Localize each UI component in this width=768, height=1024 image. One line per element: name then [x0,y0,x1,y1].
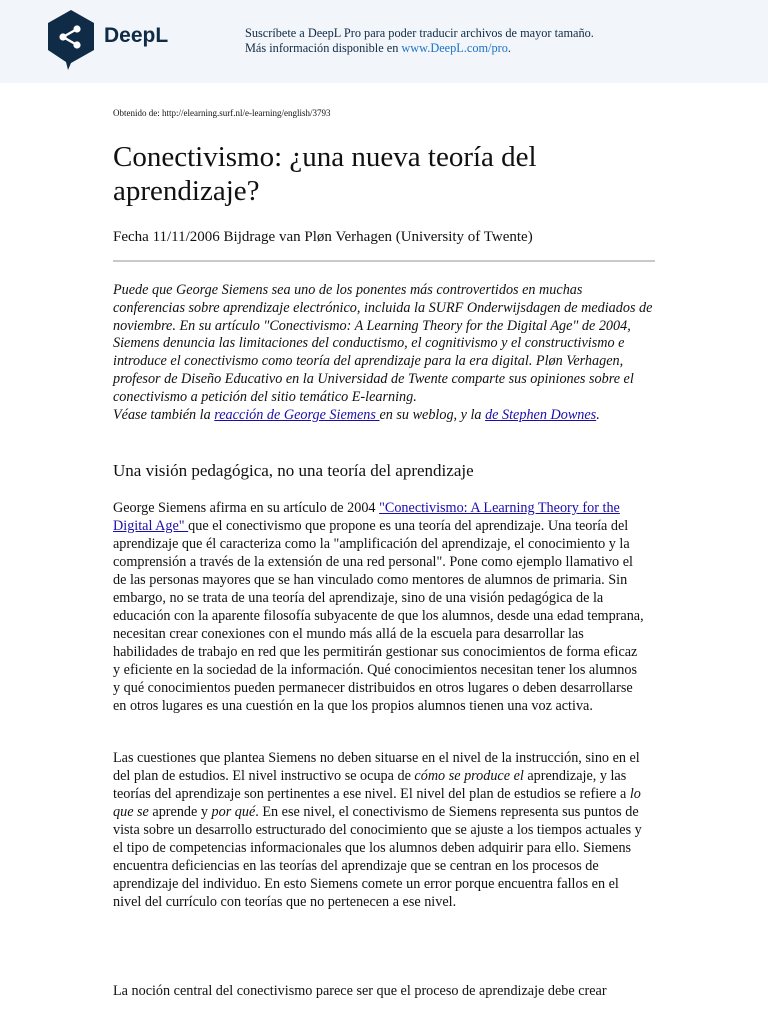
deepl-logo-text: DeepL [104,24,169,47]
source-url: Obtenido de: http://elearning.surf.nl/e-learning/english/3793 [113,108,331,118]
see-also: Véase también la reacción de George Siemens en su weblog, y la de Stephen Downes. [113,406,600,423]
siemens-reaction-link[interactable]: reacción de George Siemens [214,406,380,423]
promo-text [245,26,594,56]
abstract [113,282,653,424]
deepl-banner [0,0,768,83]
article-meta: Fecha 11/11/2006 Bijdrage van Pløn Verhagen (University of Twente) [113,229,533,245]
paragraph-2: Las cuestiones que plantea Siemens no deben situarse en el nivel de la instrucción, sino en el del plan de estudios. El nivel instructivo se ocupa de cómo se produce el aprendizaje, y las teorías del aprendizaje son pertinentes a ese nivel. El nivel del plan de estudios se refiere a lo que se aprende y por qué. En ese nivel, el conectivismo de Siemens representa sus puntos de vista sobre un desarrollo estructurado del conocimiento que se ajuste a los tiempos actuales y el tipo de competencias informacionales que los alumnos deben adquirir para ello. Siemens encuentra deficiencias en las teorías del aprendizaje que se centran en los procesos de aprendizaje del individuo. En esto Siemens comete un error porque encuentra fallos en el nivel del currículo con teorías que no pertenecen a ese nivel. [113,750,642,910]
abstract-text: Puede que George Siemens sea uno de los ponentes más controvertidos en muchas conferencias sobre aprendizaje electrónico, incluida la SURF Onderwijsdagen de mediados de noviembre. En su artículo "Conectivismo: A Learning Theory for the Digital Age" de 2004, Siemens denuncia las limitaciones del conductismo, el cognitivismo y el constructivismo e introduce el conectivismo como teoría del aprendizaje para la era digital. Pløn Verhagen, profesor de Diseño Educativo en la Universidad de Twente comparte sus opiniones sobre el conectivismo a petición del sitio temático E-learning. [113,282,653,405]
downes-link[interactable]: de Stephen Downes [485,406,597,423]
deepl-logo-icon [46,9,96,71]
paragraph-3: La noción central del conectivismo parece ser que el proceso de aprendizaje debe crear [113,983,607,999]
article-link[interactable]: "Conectivismo: A Learning Theory for the Digital Age" [113,500,620,534]
deepl-pro-link[interactable]: www.DeepL.com/pro [401,41,508,55]
promo-line-1: Suscríbete a DeepL Pro para poder traducir archivos de mayor tamaño. [245,26,594,40]
divider [113,260,655,262]
promo-line-2: Más información disponible en www.DeepL.com/pro. [245,41,511,55]
section-heading: Una visión pedagógica, no una teoría del aprendizaje [113,461,474,480]
page-title: Conectivismo: ¿una nueva teoría del aprendizaje? [113,141,537,207]
paragraph-1: George Siemens afirma en su artículo de 2004 "Conectivismo: A Learning Theory for the Digital Age" que el conectivismo que propone es una teoría del aprendizaje. Una teoría del aprendizaje que él caracteriza como la "amplificación del aprendizaje, el conocimiento y la comprensión a través de la extensión de una red personal". Pone como ejemplo llamativo el de las personas mayores que se han vinculado como mentores de alumnos de primaria. Sin embargo, no se trata de una teoría del aprendizaje, sino de una visión pedagógica de la educación con la aparente filosofía subyacente de que los alumnos, desde una edad temprana, necesitan crear conexiones con el mundo más allá de la escuela para desarrollar las habilidades de trabajo en red que les permitirán gestionar sus conocimientos de forma eficaz y eficiente en la sociedad de la información. Qué conocimientos necesitan tener los alumnos y qué conocimientos pueden permanecer distribuidos en otros lugares o deben desarrollarse en otros lugares es una cuestión en la que los propios alumnos tienen una voz activa. [113,500,644,714]
